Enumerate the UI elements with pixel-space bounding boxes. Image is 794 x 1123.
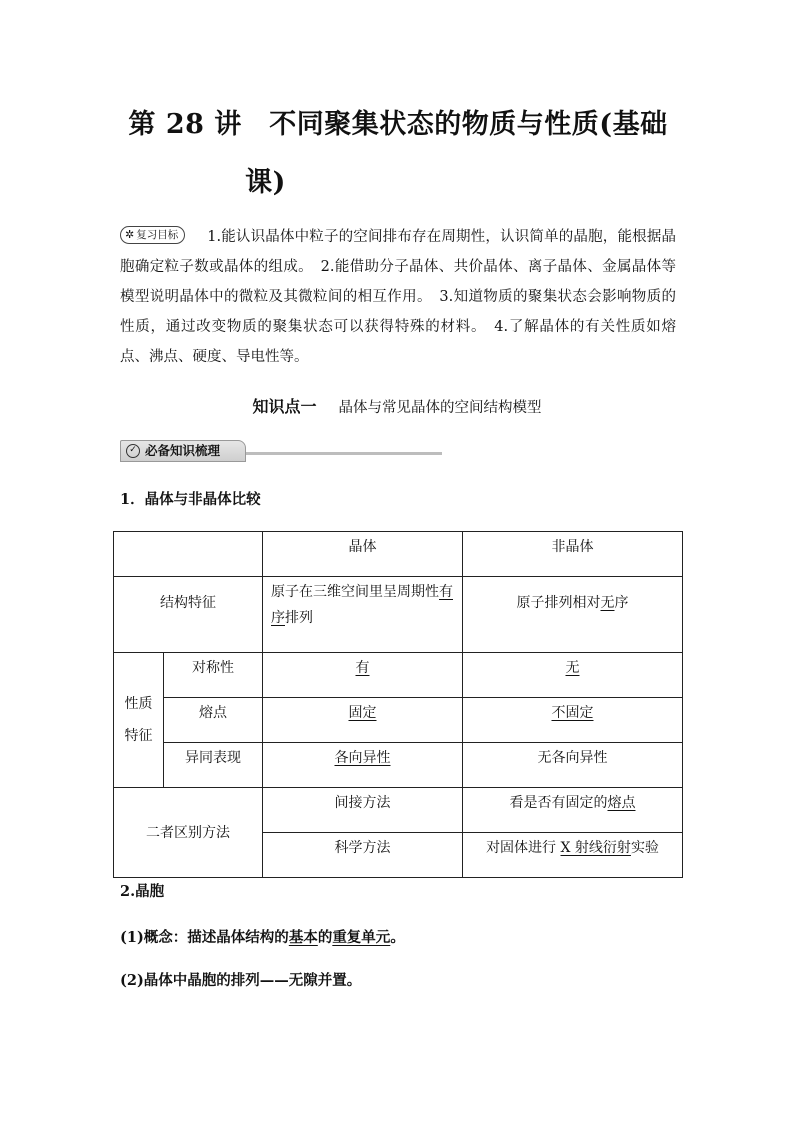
table-row	[114, 577, 683, 653]
concept-underlined-1: 基本	[288, 929, 318, 946]
section-divider	[246, 452, 442, 455]
property-group-label	[114, 653, 164, 788]
distinguish-science: 科学方法	[263, 833, 463, 878]
concept-pre: (1)概念：描述晶体结构的	[120, 929, 289, 946]
section-tag	[120, 440, 246, 462]
structure-label: 结构特征	[114, 577, 263, 653]
header-crystal: 晶体	[263, 532, 463, 577]
melting-amorphous-value: 不固定	[551, 705, 594, 721]
concept-mid: 的	[317, 929, 333, 946]
table-cell-empty	[114, 532, 263, 577]
symmetry-crystal-value: 有	[355, 660, 370, 676]
anisotropy-crystal	[263, 743, 463, 788]
anisotropy-crystal-value: 各向异性	[334, 750, 391, 766]
structure-crystal-underlined: 有序	[271, 584, 453, 626]
review-goals	[120, 222, 676, 372]
structure-amorphous-post: 序	[614, 595, 629, 611]
table-row	[114, 788, 683, 833]
structure-amorphous	[463, 577, 683, 653]
symmetry-crystal	[263, 653, 463, 698]
property-group-label-line2: 特征	[124, 728, 153, 744]
knowledge-point-number: 知识点一	[252, 397, 317, 416]
review-goals-badge	[120, 226, 185, 244]
distinguish-indirect: 间接方法	[263, 788, 463, 833]
section-tag-label: 必备知识梳理	[145, 443, 221, 458]
science-desc-post: 实验	[630, 840, 659, 856]
structure-crystal-pre: 原子在三维空间里呈周期性	[271, 584, 439, 600]
distinguish-label: 二者区别方法	[114, 788, 263, 878]
table-row	[114, 653, 683, 698]
indirect-desc-pre: 看是否有固定的	[509, 795, 608, 811]
lecture-title-line2: 课)	[245, 167, 286, 198]
review-goals-text: 1.能认识晶体中粒子的空间排布存在周期性，认识简单的晶胞，能根据晶胞确定粒子数或晶体的组成。 2.能借助分子晶体、共价晶体、离子晶体、金属晶体等模型说明晶体中的微粒及其微粒间的相互作用。 3.知道物质的聚集状态会影响物质的性质，通过改变物质的聚集状态可以获得特殊的材料。 4.了解晶体的有关性质如熔点、沸点、硬度、导电性等。	[120, 229, 676, 365]
subsection-1-title: 1．晶体与非晶体比较	[120, 491, 261, 508]
crystal-comparison-table	[113, 531, 683, 878]
structure-amorphous-pre: 原子排列相对	[516, 595, 601, 611]
header-amorphous: 非晶体	[463, 532, 683, 577]
structure-crystal-post: 排列	[285, 610, 313, 626]
anisotropy-label: 异同表现	[164, 743, 263, 788]
check-circle-icon: ✓	[126, 444, 140, 458]
science-desc-underlined: X 射线衍射	[560, 840, 631, 856]
distinguish-science-desc	[463, 833, 683, 878]
table-row	[114, 698, 683, 743]
melting-amorphous	[463, 698, 683, 743]
indirect-desc-underlined: 熔点	[607, 795, 636, 811]
unit-cell-arrangement: (2)晶体中晶胞的排列——无隙并置。	[120, 972, 362, 989]
structure-crystal	[263, 577, 463, 653]
knowledge-point-heading	[0, 394, 794, 417]
table-row	[114, 532, 683, 577]
section-tag-bar	[120, 440, 442, 462]
concept-post: 。	[390, 929, 405, 946]
lecture-title	[118, 96, 678, 212]
anisotropy-amorphous: 无各向异性	[463, 743, 683, 788]
table-row	[114, 743, 683, 788]
concept-underlined-2: 重复单元	[332, 929, 391, 946]
symmetry-amorphous-value: 无	[565, 660, 580, 676]
melting-crystal	[263, 698, 463, 743]
science-desc-pre: 对固体进行	[486, 840, 561, 856]
distinguish-indirect-desc	[463, 788, 683, 833]
review-goals-badge-label: 复习目标	[136, 229, 179, 241]
symmetry-amorphous	[463, 653, 683, 698]
melting-label: 熔点	[164, 698, 263, 743]
knowledge-point-name: 晶体与常见晶体的空间结构模型	[338, 400, 542, 416]
symmetry-label: 对称性	[164, 653, 263, 698]
gear-icon: ✲	[125, 228, 135, 241]
unit-cell-concept	[120, 926, 405, 947]
property-group-label-line1: 性质	[124, 696, 153, 712]
subsection-2-title: 2.晶胞	[120, 883, 165, 900]
lecture-title-line1: 第 28 讲 不同聚集状态的物质与性质(基础	[128, 109, 668, 140]
structure-amorphous-underlined: 无	[600, 595, 615, 611]
melting-crystal-value: 固定	[348, 705, 377, 721]
